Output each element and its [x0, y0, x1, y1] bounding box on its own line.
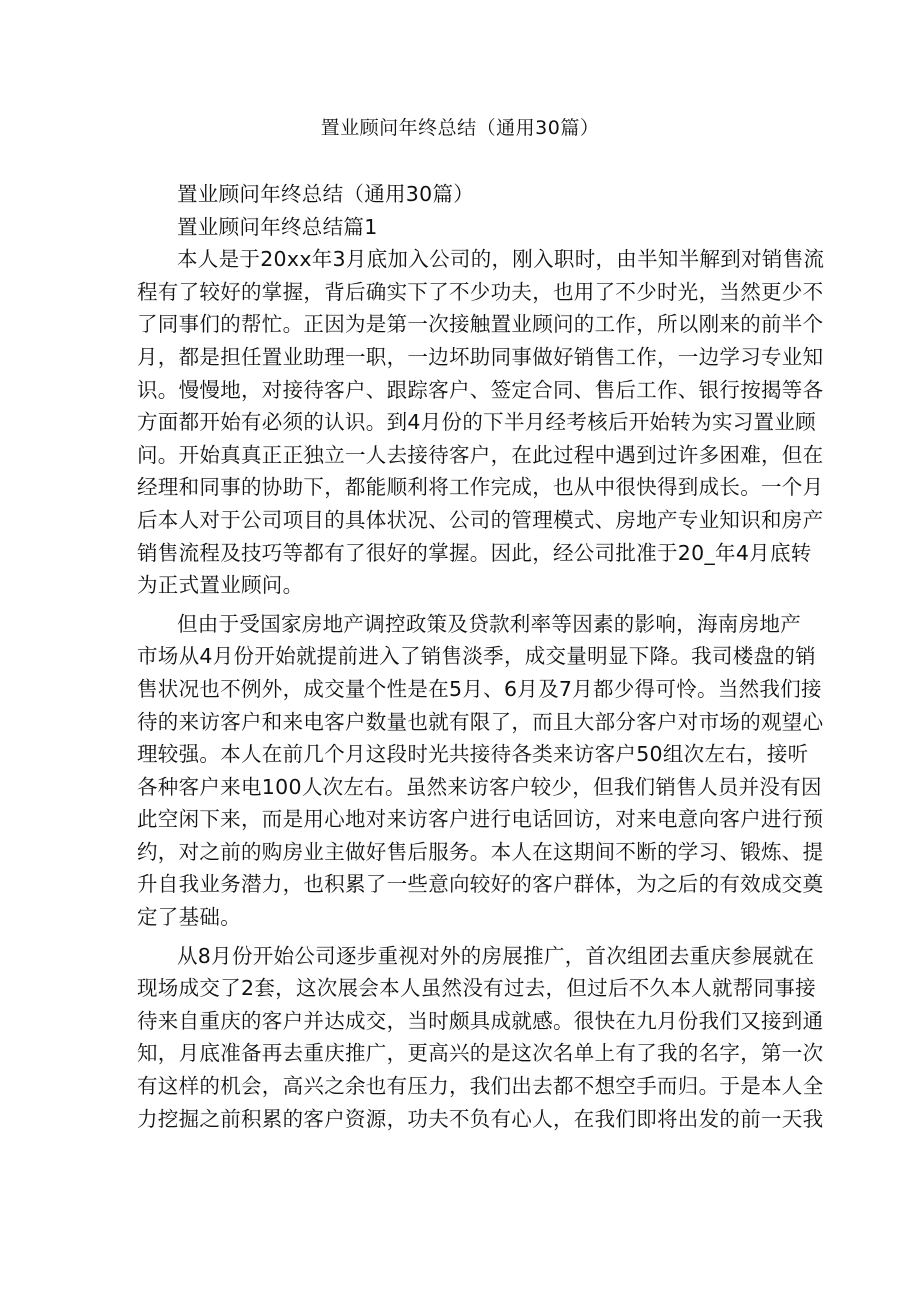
text-line: 程有了较好的掌握，背后确实下了不少功夫，也用了不少时光，当然更少不	[137, 279, 824, 304]
text-line: 理较强。本人在前几个月这段时光共接待各类来访客户50组次左右，接听	[137, 742, 809, 767]
text-line: 有这样的机会，高兴之余也有压力，我们出去都不想空手而归。于是本人全	[137, 1074, 824, 1099]
text-line: 约，对之前的购房业主做好售后服务。本人在这期间不断的学习、锻炼、提	[137, 839, 824, 864]
text-line: 定了基础。	[137, 905, 241, 930]
text-line: 升自我业务潜力，也积累了一些意向较好的客户群体，为之后的有效成交奠	[137, 872, 824, 897]
document-title: 置业顾问年终总结（通用30篇）	[320, 117, 600, 139]
text-line: 现场成交了2套，这次展会本人虽然没有过去，但过后不久本人就帮同事接	[137, 976, 816, 1001]
text-line: 置业顾问年终总结（通用30篇）	[177, 182, 475, 206]
text-line: 经理和同事的协助下，都能顺利将工作完成，也从中很快得到成长。一个月	[137, 475, 824, 500]
text-line: 力挖掘之前积累的客户资源，功夫不负有心人，在我们即将出发的前一天我	[137, 1106, 824, 1131]
text-line: 后本人对于公司项目的具体状况、公司的管理模式、房地产专业知识和房产	[137, 507, 824, 532]
text-line: 为正式置业顾问。	[137, 573, 304, 598]
text-line: 市场从4月份开始就提前进入了销售淡季，成交量明显下降。我司楼盘的销	[137, 644, 816, 669]
text-line: 识。慢慢地，对接待客户、跟踪客户、签定合同、售后工作、银行按揭等各	[137, 377, 824, 402]
text-line: 售状况也不例外，成交量个性是在5月、6月及7月都少得可怜。当然我们接	[137, 676, 822, 701]
text-line: 销售流程及技巧等都有了很好的掌握。因此，经公司批准于20_年4月底转	[137, 540, 812, 565]
text-line: 了同事们的帮忙。正因为是第一次接触置业顾问的工作，所以刚来的前半个	[137, 312, 824, 337]
text-line: 本人是于20xx年3月底加入公司的，刚入职时，由半知半解到对销售流	[177, 247, 825, 272]
text-line: 此空闲下来，而是用心地对来访客户进行电话回访，对来电意向客户进行预	[137, 807, 824, 832]
text-line: 从8月份开始公司逐步重视对外的房展推广，首次组团去重庆参展就在	[177, 943, 815, 968]
text-line: 但由于受国家房地产调控政策及贷款利率等因素的影响，海南房地产	[177, 611, 801, 636]
text-line: 待来自重庆的客户并达成交，当时颇具成就感。很快在九月份我们又接到通	[137, 1008, 824, 1033]
text-line: 各种客户来电100人次左右。虽然来访客户较少，但我们销售人员并没有因	[137, 774, 822, 799]
text-line: 问。开始真真正正独立一人去接待客户，在此过程中遇到过许多困难，但在	[137, 442, 824, 467]
text-line: 月，都是担任置业助理一职，一边坏助同事做好销售工作，一边学习专业知	[137, 344, 824, 369]
document-body	[137, 178, 825, 1135]
text-line: 置业顾问年终总结篇1	[177, 214, 378, 239]
text-line: 知，月底准备再去重庆推广，更高兴的是这次名单上有了我的名字，第一次	[137, 1041, 824, 1066]
text-line: 方面都开始有必须的认识。到4月份的下半月经考核后开始转为实习置业顾	[137, 410, 816, 435]
text-line: 待的来访客户和来电客户数量也就有限了，而且大部分客户对市场的观望心	[137, 709, 824, 734]
